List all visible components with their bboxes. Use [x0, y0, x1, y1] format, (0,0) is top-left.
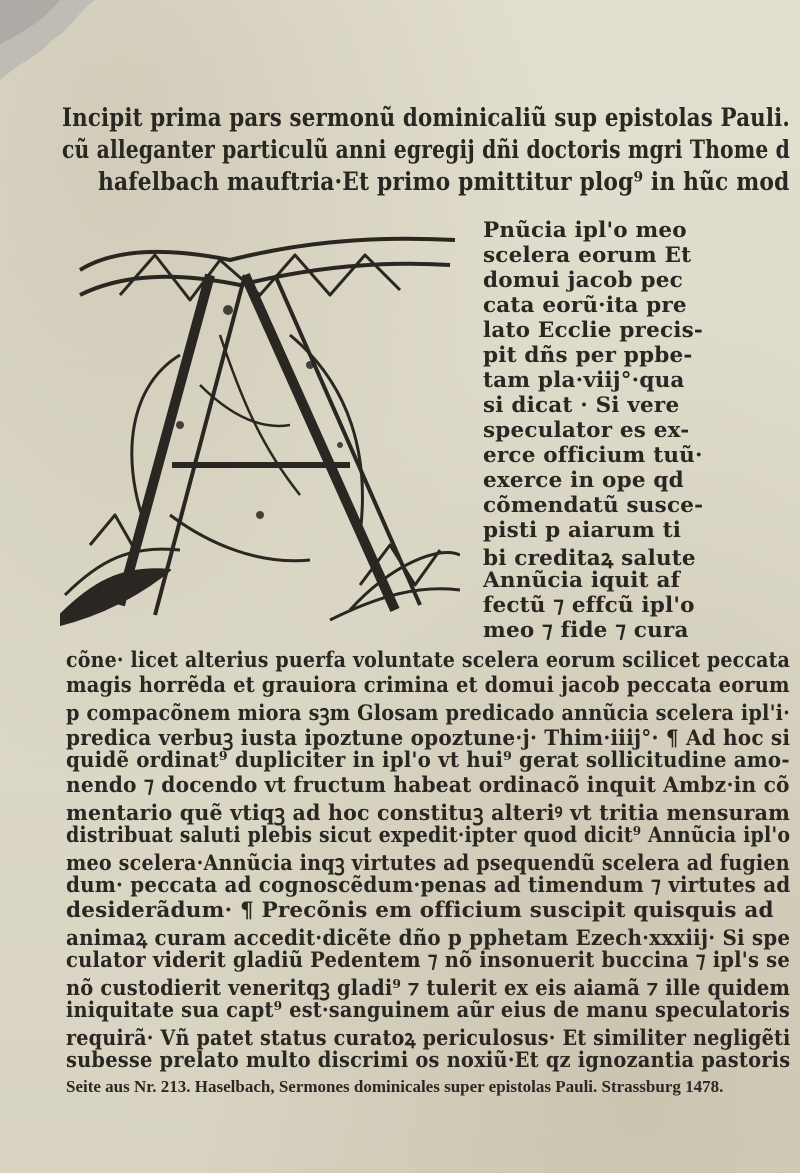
side-line: erce officium tuũ· — [483, 443, 703, 468]
side-line: speculator es ex- — [483, 418, 690, 443]
side-line: exerce in ope qd — [483, 468, 684, 493]
heading-line: cũ alleganter particulũ anni egregij dñi doctoris mgri Thome d — [62, 135, 791, 164]
body-line: quidẽ ordinat⁹ dupliciter in ipl'o vt hui⁹ gerat sollicitudine amo- — [66, 748, 790, 773]
heading-line: hafelbach mauftria·Et primo pmittitur plog⁹ in hũc mod — [98, 167, 790, 196]
torn-corner — [0, 0, 140, 90]
body-line: dum· peccata ad cognoscẽdum·penas ad timendum ⁊ virtutes ad — [66, 873, 791, 898]
side-line: meo ⁊ fide ⁊ cura — [483, 618, 689, 643]
body-line: nendo ⁊ docendo vt fructum habeat ordinacõ inquit Ambz·in cõ — [66, 773, 790, 798]
body-line: distribuat saluti plebis sicut expedit·ipter quod dicit⁹ Annũcia ipl'o — [66, 823, 791, 848]
body-line: cõne· licet alterius puerfa voluntate scelera eorum scilicet peccata — [66, 648, 791, 673]
side-line: pit dñs per ppbe- — [483, 343, 693, 368]
side-line: Annũcia iquit af — [483, 568, 681, 593]
side-line: Pnũcia ipl'o meo — [483, 218, 687, 243]
side-line: domui jacob pec — [483, 268, 683, 293]
body-line: nõ custodierit veneritqꝫ gladi⁹ ⁊ tulerit ex eis aiamã ⁊ ille quidem — [66, 976, 791, 1001]
body-line: meo scelera·Annũcia inqꝫ virtutes ad psequendũ scelera ad fugien — [66, 851, 790, 876]
side-line: cõmendatũ susce- — [483, 493, 704, 518]
body-line: desiderãdum· ¶ Precõnis em officium suscipit quisquis ad — [66, 898, 774, 923]
body-line: requirã· Vñ patet status curatoꝝ periculosus· Et similiter negligẽti — [66, 1026, 791, 1051]
side-line: tam pla·viij°·qua — [483, 368, 685, 393]
side-line: scelera eorum Et — [483, 243, 692, 268]
side-line: bi creditaꝝ salute — [483, 546, 696, 571]
body-line: culator viderit gladiũ Pedentem ⁊ nõ insonuerit buccina ⁊ ipl's se — [66, 948, 790, 973]
body-line: mentario quẽ vtiqꝫ ad hoc constituꝫ alteriꝰ vt tritia mensuram — [66, 801, 791, 826]
decorated-initial-a-woodcut — [60, 215, 460, 640]
side-line: fectũ ⁊ effcũ ipl'o — [483, 593, 695, 618]
heading-line: Incipit prima pars sermonũ dominicaliũ sup epistolas Pauli. — [62, 103, 790, 132]
body-line: p compacõnem miora sꝫm Glosam predicado annũcia scelera ipl'i· — [66, 701, 791, 726]
body-line: predica verbuꝫ iusta ipoztune opoztune·j· Thim·iiij°· ¶ Ad hoc si — [66, 726, 791, 751]
body-line: iniquitate sua capt⁹ est·sanguinem aũr eius de manu speculatoris — [66, 998, 790, 1023]
side-line: cata eorũ·ita pre — [483, 293, 687, 318]
side-line: lato Ecclie precis- — [483, 318, 704, 343]
side-line: pisti p aiarum ti — [483, 518, 682, 543]
side-line: si dicat · Si vere — [483, 393, 680, 418]
caption: Seite aus Nr. 213. Haselbach, Sermones dominicales super epistolas Pauli. Strassburg 1478. — [66, 1077, 724, 1096]
body-line: subesse prelato multo discrimi os noxiũ·Et qz ignozantia pastoris — [66, 1048, 791, 1073]
body-line: animaꝝ curam accedit·dicẽte dño p pphetam Ezech·xxxiij· Si spe — [66, 926, 791, 951]
body-line: magis horrẽda et grauiora crimina et domui jacob peccata eorum — [66, 673, 790, 698]
